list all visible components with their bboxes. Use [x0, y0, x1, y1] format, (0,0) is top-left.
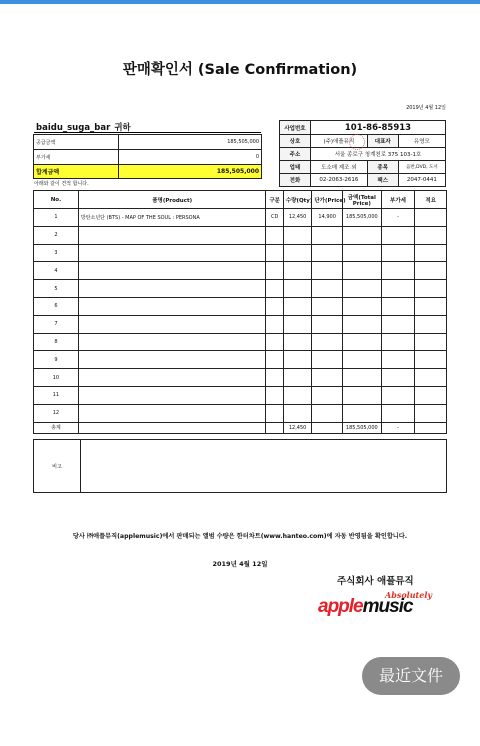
- item-vat-cell: [381, 386, 415, 404]
- item-vat-cell: [381, 315, 415, 333]
- item-price-cell: [312, 333, 343, 351]
- company-label: 상호: [280, 135, 311, 148]
- item-amount-cell: [342, 297, 381, 315]
- item-qty-cell: [283, 262, 312, 280]
- item-amount-cell: [342, 386, 381, 404]
- fax-value: 2047-0441: [398, 174, 445, 187]
- reg-label: 사업번호: [280, 121, 311, 135]
- item-product-cell: [78, 386, 266, 404]
- item-row: [34, 297, 447, 315]
- item-no-cell: 7: [34, 315, 79, 333]
- item-amount-cell: [342, 404, 381, 422]
- item-row: [34, 226, 447, 244]
- item-product-cell: [78, 262, 266, 280]
- items-header-row: [34, 191, 447, 209]
- vat-label: 부가세: [34, 150, 119, 165]
- item-amount-cell: [342, 351, 381, 369]
- item-qty-cell: [283, 315, 312, 333]
- item-cat-cell: [266, 333, 283, 351]
- total-label: 합계금액: [34, 165, 119, 179]
- item-product-cell: 방탄소년단 (BTS) - MAP OF THE SOUL : PERSONA: [78, 209, 266, 227]
- items-total-row: [34, 422, 447, 433]
- item-product-cell: [78, 404, 266, 422]
- item-vat-cell: [381, 262, 415, 280]
- item-price-cell: 14,900: [312, 209, 343, 227]
- item-price-cell: [312, 315, 343, 333]
- reg-number: 101-86-85913: [311, 121, 446, 135]
- rep-label: 대표자: [367, 135, 398, 148]
- item-price-cell: [312, 226, 343, 244]
- item-product-cell: [78, 280, 266, 298]
- item-qty-cell: [283, 297, 312, 315]
- item-remark-cell: [415, 262, 447, 280]
- item-amount-cell: [342, 369, 381, 387]
- company-value: (주)애플뮤직: [323, 139, 355, 145]
- item-product-cell: [78, 226, 266, 244]
- item-cat-cell: [266, 315, 283, 333]
- supply-amount-row: [34, 135, 262, 150]
- item-no-cell: 10: [34, 369, 79, 387]
- item-remark-cell: [415, 404, 447, 422]
- item-product-cell: [78, 297, 266, 315]
- item-row: [34, 262, 447, 280]
- item-no-cell: 6: [34, 297, 79, 315]
- remarks-content: [81, 440, 447, 493]
- phone-value: 02-2063-2616: [311, 174, 368, 187]
- item-row: [34, 333, 447, 351]
- item-cat-cell: [266, 297, 283, 315]
- item-qty-cell: [283, 386, 312, 404]
- item-no-cell: 4: [34, 262, 79, 280]
- item-qty-cell: [283, 280, 312, 298]
- item-no-cell: 12: [34, 404, 79, 422]
- col-category-header: 구분: [266, 191, 283, 209]
- item-cat-cell: [266, 351, 283, 369]
- item-price-cell: [312, 297, 343, 315]
- logo-wordmark: [318, 596, 413, 618]
- quote-note: 아래와 같이 견적 합니다.: [34, 181, 89, 187]
- item-product-cell: [78, 369, 266, 387]
- amount-summary-table: [33, 134, 262, 179]
- item-cat-cell: [266, 226, 283, 244]
- item-amount-cell: [342, 315, 381, 333]
- item-qty-cell: 12,450: [283, 209, 312, 227]
- item-remark-cell: [415, 369, 447, 387]
- sum-amount: 185,505,000: [342, 422, 381, 433]
- item-vat-cell: [381, 333, 415, 351]
- item-vat-cell: [381, 226, 415, 244]
- item-amount-cell: [342, 280, 381, 298]
- item-cat-cell: CD: [266, 209, 283, 227]
- col-amount-header-line2: Price): [352, 200, 371, 207]
- item-product-cell: [78, 351, 266, 369]
- applemusic-logo: [318, 590, 436, 616]
- item-row: [34, 404, 447, 422]
- item-vat-cell: [381, 369, 415, 387]
- confirmation-statement: 당사 ㈜애플뮤직(applemusic)에서 판매되는 앨범 수량은 한터차트(www.hanteo.com)에 자동 반영됨을 확인합니다.: [72, 533, 408, 540]
- logo-tagline: Absolutely: [385, 590, 432, 600]
- item-remark-cell: [415, 226, 447, 244]
- col-remark-header: 적요: [415, 191, 447, 209]
- item-cat-cell: [266, 280, 283, 298]
- item-row: [34, 386, 447, 404]
- item-remark-cell: [415, 386, 447, 404]
- item-price-cell: [312, 369, 343, 387]
- supply-amount-label: 공급금액: [34, 135, 119, 150]
- item-remark-cell: [415, 333, 447, 351]
- business-info-table: [279, 120, 446, 187]
- item-no-cell: 3: [34, 244, 79, 262]
- item-remark-cell: [415, 351, 447, 369]
- item-amount-cell: 185,505,000: [342, 209, 381, 227]
- item-price-cell: [312, 262, 343, 280]
- recipient-line: [34, 121, 261, 133]
- item-cat-cell: [266, 244, 283, 262]
- item-vat-cell: [381, 297, 415, 315]
- item-no-cell: 1: [34, 209, 79, 227]
- total-row: [34, 165, 262, 179]
- recent-files-button[interactable]: 最近文件: [362, 657, 460, 695]
- col-amount-header: [342, 191, 381, 209]
- item-no-cell: 11: [34, 386, 79, 404]
- item-product-cell: [78, 333, 266, 351]
- item-row: [34, 244, 447, 262]
- remarks-table: [33, 439, 447, 493]
- item-price-cell: [312, 351, 343, 369]
- logo-word-music: music: [362, 596, 413, 617]
- item-qty-cell: [283, 351, 312, 369]
- items-table: [33, 190, 447, 434]
- col-amount-header-line1: 금액(Total: [347, 194, 376, 201]
- item-amount-cell: [342, 262, 381, 280]
- item-amount-cell: [342, 333, 381, 351]
- footer-date: 2019년 4월 12일: [212, 560, 268, 568]
- item-cat-cell: [266, 369, 283, 387]
- item-product-cell: [78, 244, 266, 262]
- company-seal-stamp: [349, 134, 365, 150]
- item-amount-cell: [342, 226, 381, 244]
- item-cat-cell: [266, 386, 283, 404]
- item-vat-cell: [381, 404, 415, 422]
- col-product-header: 품명(Product): [78, 191, 266, 209]
- item-no-cell: 8: [34, 333, 79, 351]
- company-name-signature: 주식회사 애플뮤직: [337, 576, 414, 587]
- business-item-value: 음반,DVD, 도서: [398, 161, 445, 174]
- sum-label: 총계: [34, 422, 79, 433]
- item-row: [34, 351, 447, 369]
- remarks-label: 비고: [34, 440, 81, 493]
- item-vat-cell: [381, 244, 415, 262]
- item-qty-cell: [283, 226, 312, 244]
- item-row: [34, 369, 447, 387]
- item-qty-cell: [283, 244, 312, 262]
- item-row: [34, 209, 447, 227]
- sum-vat: -: [381, 422, 415, 433]
- item-remark-cell: [415, 280, 447, 298]
- item-remark-cell: [415, 244, 447, 262]
- item-cat-cell: [266, 404, 283, 422]
- item-row: [34, 280, 447, 298]
- recipient-honorific: 귀하: [114, 123, 131, 133]
- item-no-cell: 5: [34, 280, 79, 298]
- col-qty-header: 수량(Qty): [283, 191, 312, 209]
- col-vat-header: 부가세: [381, 191, 415, 209]
- recipient-name: baidu_suga_bar: [36, 123, 111, 133]
- item-qty-cell: [283, 333, 312, 351]
- logo-word-apple: apple: [318, 596, 363, 617]
- item-cat-cell: [266, 262, 283, 280]
- item-vat-cell: -: [381, 209, 415, 227]
- top-accent-bar: [0, 0, 480, 4]
- vat-row: [34, 150, 262, 165]
- item-remark-cell: [415, 315, 447, 333]
- total-value: 185,505,000: [119, 165, 262, 179]
- item-price-cell: [312, 244, 343, 262]
- item-price-cell: [312, 280, 343, 298]
- vat-value: 0: [119, 150, 262, 165]
- fax-label: 팩스: [367, 174, 398, 187]
- col-price-header: 단가(Price): [312, 191, 343, 209]
- item-row: [34, 315, 447, 333]
- business-item-label: 종목: [367, 161, 398, 174]
- item-qty-cell: [283, 369, 312, 387]
- company-cell: [311, 135, 368, 148]
- document-date: 2019년 4월 12일: [406, 105, 446, 111]
- item-remark-cell: [415, 209, 447, 227]
- item-price-cell: [312, 386, 343, 404]
- address-value: 서울 종로구 청계천로 375 103-1호: [311, 148, 446, 161]
- item-amount-cell: [342, 244, 381, 262]
- rep-value: 유영모: [398, 135, 445, 148]
- col-no-header: No.: [34, 191, 79, 209]
- item-qty-cell: [283, 404, 312, 422]
- item-product-cell: [78, 315, 266, 333]
- address-label: 주소: [280, 148, 311, 161]
- item-price-cell: [312, 404, 343, 422]
- supply-amount-value: 185,505,000: [119, 135, 262, 150]
- document-title: 판매확인서 (Sale Confirmation): [122, 62, 358, 78]
- business-type-value: 도소매 제조 외: [311, 161, 368, 174]
- item-no-cell: 2: [34, 226, 79, 244]
- item-vat-cell: [381, 351, 415, 369]
- item-no-cell: 9: [34, 351, 79, 369]
- item-remark-cell: [415, 297, 447, 315]
- sum-qty: 12,450: [283, 422, 312, 433]
- business-type-label: 업태: [280, 161, 311, 174]
- item-vat-cell: [381, 280, 415, 298]
- phone-label: 전화: [280, 174, 311, 187]
